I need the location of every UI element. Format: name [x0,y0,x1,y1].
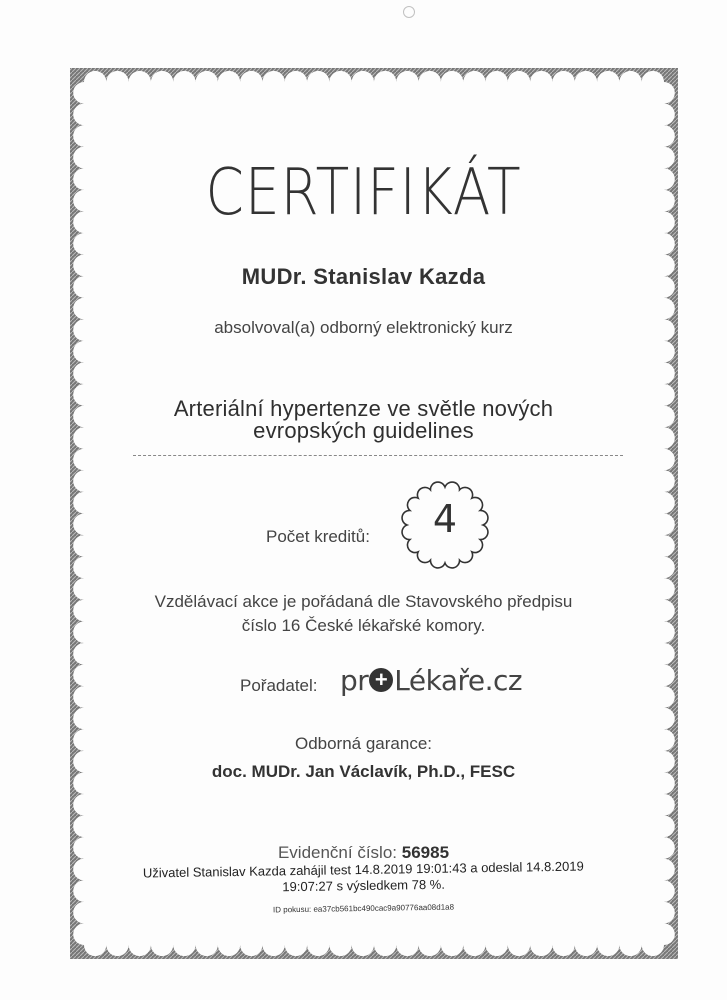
logo-text-part1: pr [340,663,369,697]
course-title-line1: Arteriální hypertenze ve světle nových [173,396,554,421]
credits-value: 4 [432,497,458,541]
guarantee-name: doc. MUDr. Jan Václavík, Ph.D., FESC [211,762,516,781]
dotted-divider [133,455,623,456]
course-title [0,398,727,442]
completion-text: absolvoval(a) odborný elektronický kurz [214,318,513,337]
attempt-id: ID pokusu: ea37cb561bc490cac9a90776aa08d1a8 [272,902,455,915]
course-title-line2: evropských guidelines [253,418,474,443]
regulation-line2: číslo 16 České lékařské komory. [241,616,486,635]
organizer-logo [340,662,522,698]
attempt-info-line2: 19:07:27 s výsledkem 78 %. [282,876,446,895]
recipient-name: MUDr. Stanislav Kazda [241,264,486,289]
attempt-info-line1: Uživatel Stanislav Kazda zahájil test 14.8.2019 19:01:43 a odeslal 14.8.2019 [142,858,584,881]
credits-label: Počet kreditů: [266,527,370,546]
regulation-text [0,590,727,638]
organizer-label: Pořadatel: [240,676,318,695]
evidence-number: 56985 [401,843,450,862]
certificate-title: CERTIFIKÁT [205,156,522,230]
evidence-label: Evidenční číslo: [277,843,398,862]
regulation-line1: Vzdělávací akce je pořádaná dle Stavovského předpisu [154,592,573,611]
guarantee-label: Odborná garance: [294,734,433,753]
plus-circle-icon: + [369,668,393,692]
logo-text-part2: Lékaře.cz [394,663,523,697]
